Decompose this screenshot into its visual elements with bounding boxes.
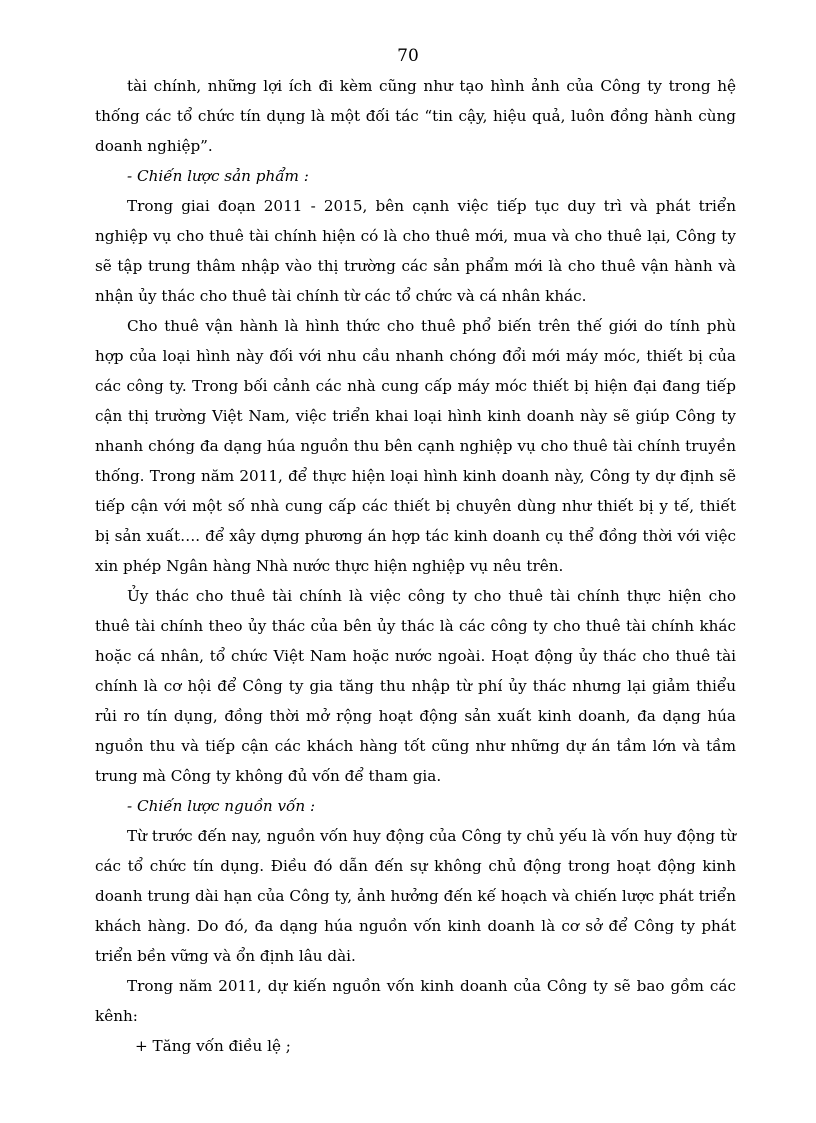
paragraph-1: tài chính, những lợi ích đi kèm cũng như tạo hình ảnh của Công ty trong hệ thống các tổ chức tín dụng là một đối tác “tin cậy, hiệu quả, luôn đồng hành cùng doanh nghiệp”. (95, 77, 736, 155)
document-body (95, 71, 736, 1061)
section-heading-capital-strategy: - Chiến lược nguồn vốn : (127, 797, 316, 815)
list-item: + Tăng vốn điều lệ ; (135, 1037, 291, 1055)
paragraph-4: Ủy thác cho thuê tài chính là việc công ty cho thuê tài chính thực hiện cho thuê tài chính theo ủy thác của bên ủy thác là các công ty cho thuê tài chính khác hoặc cá nhân, tổ chức Việt Nam hoặc nước ngoài. Hoạt động ủy thác cho thuê tài chính là cơ hội để Công ty gia tăng thu nhập từ phí ủy thác nhưng lại giảm thiểu rủi ro tín dụng, đồng thời mở rộng hoạt động sản xuất kinh doanh, đa dạng húa nguồn thu và tiếp cận các khách hàng tốt cũng như những dự án tầm lớn và tầm trung mà Công ty không đủ vốn để tham gia. (95, 587, 736, 785)
paragraph-6: Trong năm 2011, dự kiến nguồn vốn kinh doanh của Công ty sẽ bao gồm các kênh: (95, 977, 736, 1025)
section-heading-product-strategy: - Chiến lược sản phẩm : (127, 167, 309, 185)
paragraph-3: Cho thuê vận hành là hình thức cho thuê phổ biến trên thế giới do tính phù hợp của loại hình này đối với nhu cầu nhanh chóng đổi mới máy móc, thiết bị của các công ty. Trong bối cảnh các nhà cung cấp máy móc thiết bị hiện đại đang tiếp cận thị trường Việt Nam, việc triển khai loại hình kinh doanh này sẽ giúp Công ty nhanh chóng đa dạng húa nguồn thu bên cạnh nghiệp vụ cho thuê tài chính truyền thống. Trong năm 2011, để thực hiện loại hình kinh doanh này, Công ty dự định sẽ tiếp cận với một số nhà cung cấp các thiết bị chuyên dùng như thiết bị y tế, thiết bị sản xuất…. để xây dựng phương án hợp tác kinh doanh cụ thể đồng thời với việc xin phép Ngân hàng Nhà nước thực hiện nghiệp vụ nêu trên. (95, 317, 736, 575)
paragraph-2: Trong giai đoạn 2011 - 2015, bên cạnh việc tiếp tục duy trì và phát triển nghiệp vụ cho thuê tài chính hiện có là cho thuê mới, mua và cho thuê lại, Công ty sẽ tập trung thâm nhập vào thị trường các sản phẩm mới là cho thuê vận hành và nhận ủy thác cho thuê tài chính từ các tổ chức và cá nhân khác. (95, 197, 736, 305)
page-number: 70 (397, 46, 419, 66)
paragraph-5: Từ trước đến nay, nguồn vốn huy động của Công ty chủ yếu là vốn huy động từ các tổ chức tín dụng. Điều đó dẫn đến sự không chủ động trong hoạt động kinh doanh trung dài hạn của Công ty, ảnh hưởng đến kế hoạch và chiến lược phát triển khách hàng. Do đó, đa dạng húa nguồn vốn kinh doanh là cơ sở để Công ty phát triển bền vững và ổn định lâu dài. (95, 827, 736, 965)
